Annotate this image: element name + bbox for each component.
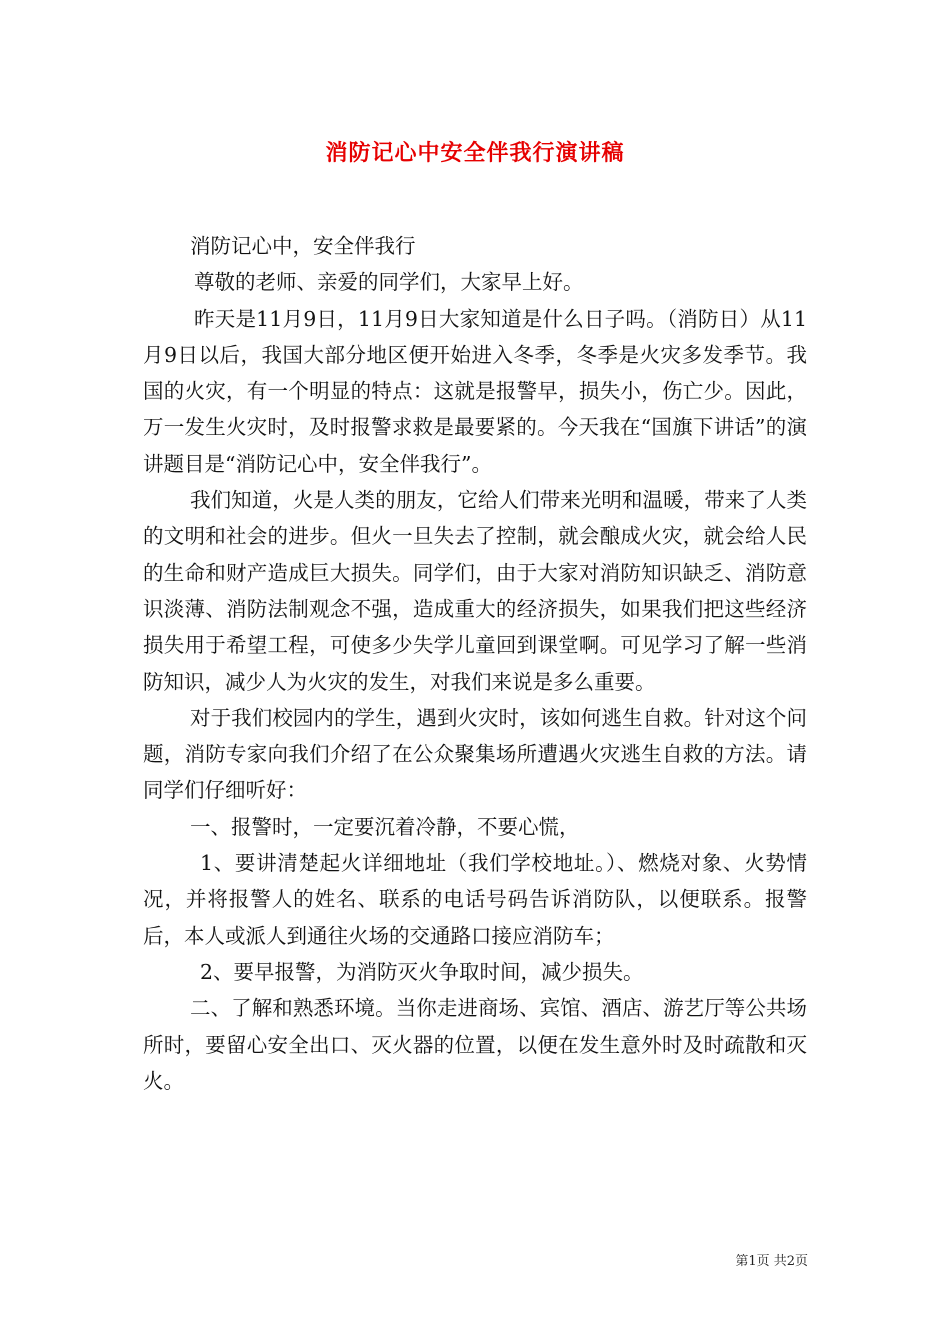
paragraph-item-two: 2、要早报警，为消防灭火争取时间，减少损失。 xyxy=(200,959,644,984)
page-number-footer: 第1页 共2页 xyxy=(735,1254,808,1269)
paragraph-point-two: 二、了解和熟悉环境。当你走进商场、宾馆、酒店、游艺厅等公共场所时，要留心安全出口、灭火器的位置，以便在发生意外时及时疏散和灭火。 xyxy=(143,996,807,1093)
document-body xyxy=(143,228,807,1099)
paragraph-speech-heading: 消防记心中，安全伴我行 xyxy=(190,234,416,258)
paragraph-fire-knowledge: 我们知道，火是人类的朋友，它给人们带来光明和温暖，带来了人类的文明和社会的进步。但火一旦失去了控制，就会酿成火灾，就会给人民的生命和财产造成巨大损失。同学们，由于大家对消防知识缺乏、消防意识淡薄、消防法制观念不强，造成重大的经济损失，如果我们把这些经济损失用于希望工程，可使多少失学儿童回到课堂啊。可见学习了解一些消防知识，减少人为火灾的发生，对我们来说是多么重要。 xyxy=(143,488,807,694)
paragraph-item-one: 1、要讲清楚起火详细地址（我们学校地址。）、燃烧对象、火势情况，并将报警人的姓名、联系的电话号码告诉消防队，以便联系。报警后，本人或派人到通往火场的交通路口接应消防车； xyxy=(143,851,807,948)
paragraph-greeting: 尊敬的老师、亲爱的同学们，大家早上好。 xyxy=(194,270,584,295)
paragraph-intro: 昨天是11月9日，11月9日大家知道是什么日子吗。（消防日）从11月9日以后，我国大部分地区便开始进入冬季，冬季是火灾多发季节。我国的火灾，有一个明显的特点：这就是报警早，损失小，伤亡少。因此，万一发生火灾时，及时报警求救是最要紧的。今天我在“国旗下讲话”的演讲题目是“消防记心中，安全伴我行”。 xyxy=(143,306,807,476)
document-title: 消防记心中安全伴我行演讲稿 xyxy=(325,140,625,166)
paragraph-point-one: 一、报警时，一定要沉着冷静，不要心慌， xyxy=(190,814,580,839)
paragraph-escape-intro: 对于我们校园内的学生，遇到火灾时，该如何逃生自救。针对这个问题，消防专家向我们介绍了在公众聚集场所遭遇火灾逃生自救的方法。请同学们仔细听好： xyxy=(143,705,807,803)
